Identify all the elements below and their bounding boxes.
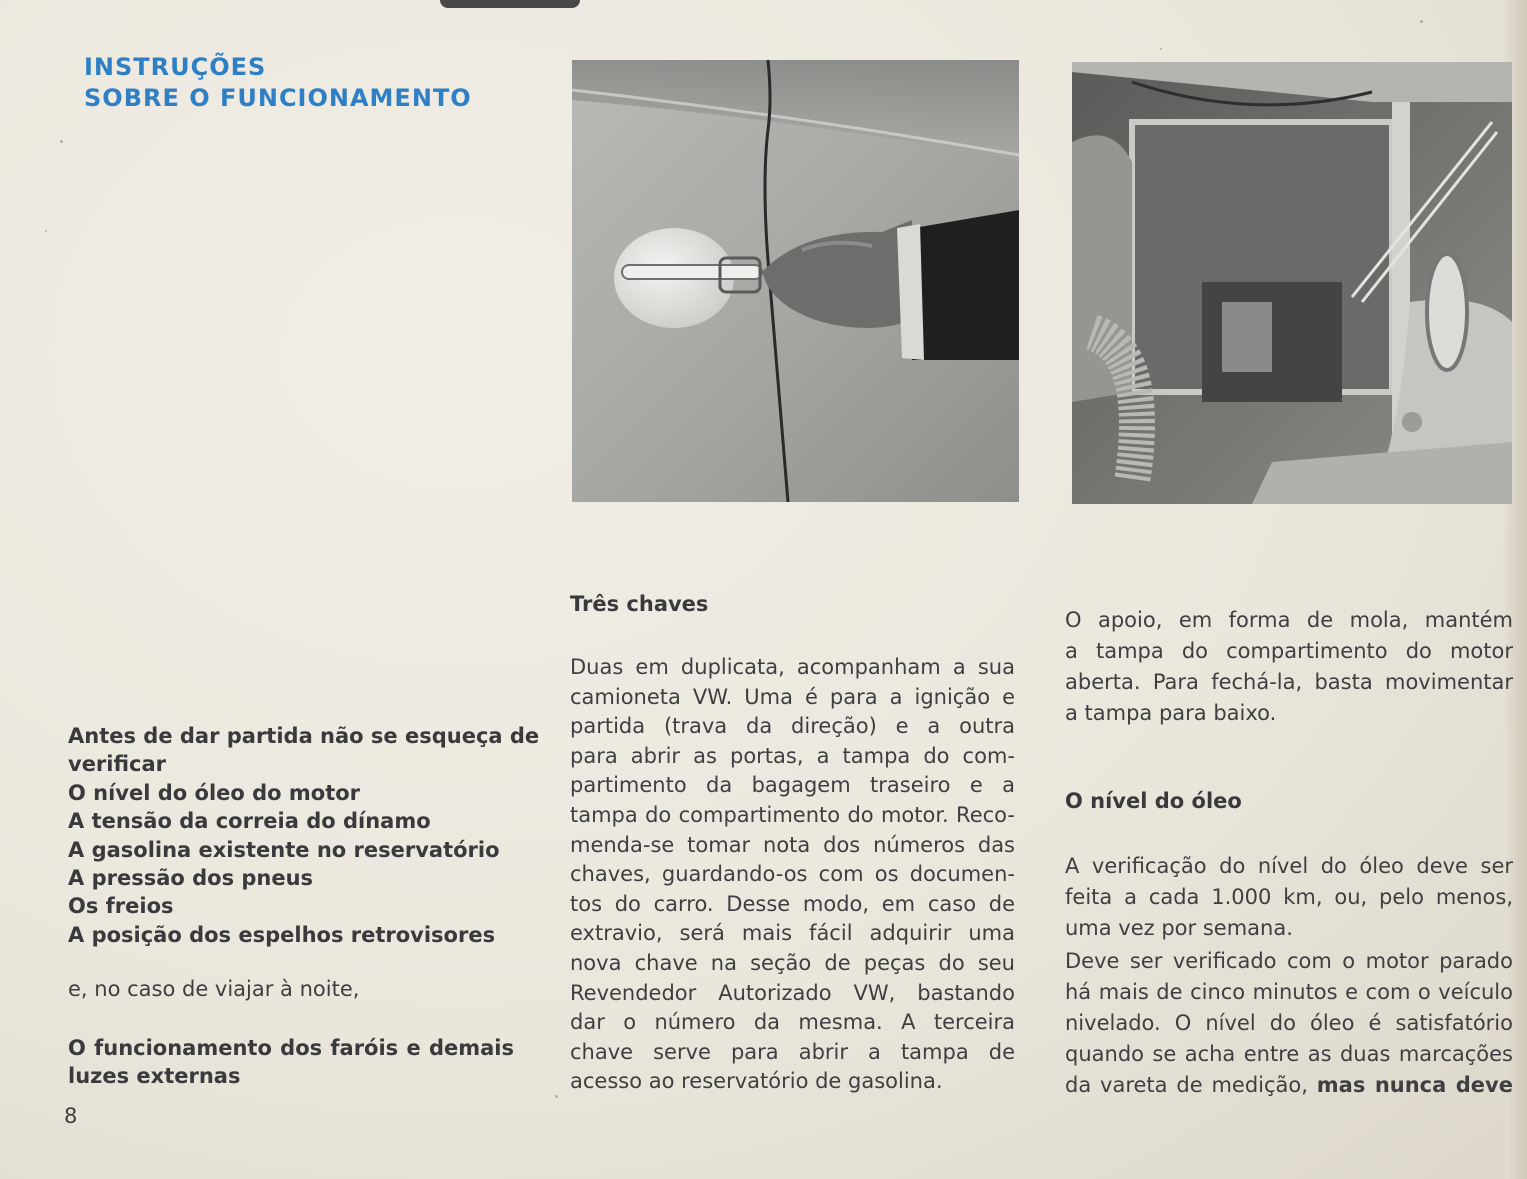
paragraph-line: dar o número da mesma. A terceira bbox=[570, 1010, 1015, 1035]
section-title-tres-chaves: Três chaves bbox=[570, 592, 709, 616]
paragraph-line: tos do carro. Desse modo, em caso de bbox=[570, 891, 1015, 916]
paragraph-line: A verificação do nível do óleo deve ser bbox=[1065, 854, 1513, 878]
paper-speck bbox=[45, 230, 47, 232]
paragraph-line: para abrir as portas, a tampa do com- bbox=[570, 743, 1015, 768]
paragraph-line: menda-se tomar nota dos números das bbox=[570, 832, 1015, 857]
paragraph-line: quando se acha entre as duas marcações bbox=[1065, 1042, 1513, 1066]
paragraph-line: partimento da bagagem traseiro e a bbox=[570, 773, 1015, 798]
paragraph-line: chave serve para abrir a tampa de bbox=[570, 1039, 1015, 1064]
paper-speck bbox=[1160, 48, 1162, 50]
paragraph-line: nivelado. O nível do óleo é satisfatório bbox=[1065, 1011, 1513, 1035]
paragraph-line: aberta. Para fechá-la, basta movimentar bbox=[1065, 670, 1513, 694]
paragraph-line: feita a cada 1.000 km, ou, pelo menos, bbox=[1065, 885, 1513, 909]
page-heading bbox=[84, 52, 472, 114]
checklist-item: A posição dos espelhos retrovisores bbox=[68, 922, 496, 947]
checklist-item: Os freios bbox=[68, 894, 174, 919]
checklist-intro: Antes de dar partida não se esqueça de bbox=[68, 724, 540, 748]
checklist-intro-cont: verificar bbox=[68, 752, 167, 777]
paragraph-line: Deve ser verificado com o motor parado bbox=[1065, 949, 1513, 973]
paragraph-line: partida (trava da direção) e a outra bbox=[570, 714, 1015, 739]
paragraph-line: a tampa do compartimento do motor bbox=[1065, 639, 1513, 663]
paragraph-line: tampa do compartimento do motor. Reco- bbox=[570, 802, 1015, 827]
checklist-item: A pressão dos pneus bbox=[68, 866, 314, 891]
paragraph-line: nova chave na seção de peças do seu bbox=[570, 950, 1015, 975]
paragraph-line: a tampa para baixo. bbox=[1065, 701, 1277, 725]
paragraph-last-line bbox=[1065, 1070, 1513, 1101]
last-line-bold: mas nunca deve bbox=[1316, 1073, 1513, 1097]
paragraph-line: camioneta VW. Uma é para a ignição e bbox=[570, 684, 1015, 709]
paper-speck bbox=[555, 1095, 558, 1098]
lights-line: luzes externas bbox=[68, 1064, 241, 1089]
paragraph-line: chaves, guardando-os com os documen- bbox=[570, 862, 1015, 887]
checklist-item: O nível do óleo do motor bbox=[68, 780, 361, 805]
checklist-item: A gasolina existente no reservatório bbox=[68, 837, 500, 862]
tres-chaves-paragraph bbox=[570, 653, 1015, 1097]
lights-line: O funcionamento dos faróis e demais bbox=[68, 1036, 514, 1060]
last-line-prefix: da vareta de medição, bbox=[1065, 1073, 1308, 1097]
binding-shadow bbox=[440, 0, 580, 8]
key-door-illustration bbox=[572, 60, 1019, 502]
paragraph-line: O apoio, em forma de mola, mantém bbox=[1065, 608, 1513, 632]
paragraph-line: Duas em duplicata, acompanham a sua bbox=[570, 655, 1015, 679]
section-title-nivel-oleo: O nível do óleo bbox=[1065, 789, 1242, 813]
pre-start-checklist bbox=[68, 722, 540, 949]
engine-illustration bbox=[1072, 62, 1512, 504]
heading-line-2: SOBRE O FUNCIONAMENTO bbox=[84, 84, 472, 112]
paper-speck bbox=[1420, 20, 1423, 23]
oil-paragraph-1 bbox=[1065, 851, 1513, 944]
paragraph-line: extravio, será mais fácil adquirir uma bbox=[570, 921, 1015, 946]
oil-paragraph-2 bbox=[1065, 946, 1513, 1101]
support-paragraph bbox=[1065, 605, 1513, 729]
paragraph-line: Revendedor Autorizado VW, bastando bbox=[570, 980, 1015, 1005]
paragraph-line: uma vez por semana. bbox=[1065, 916, 1293, 940]
paragraph-line: acesso ao reservatório de gasolina. bbox=[570, 1069, 943, 1094]
page-number: 8 bbox=[64, 1104, 78, 1128]
night-text: e, no caso de viajar à noite, bbox=[68, 977, 360, 1001]
paragraph-line: há mais de cinco minutos e com o veículo bbox=[1065, 980, 1513, 1004]
heading-line-1: INSTRUÇÕES bbox=[84, 53, 267, 81]
photo-key-in-door bbox=[572, 60, 1019, 502]
paper-speck bbox=[60, 140, 63, 143]
lights-check bbox=[68, 1034, 514, 1091]
photo-engine-compartment bbox=[1072, 62, 1512, 504]
checklist-item: A tensão da correia do dínamo bbox=[68, 809, 431, 834]
